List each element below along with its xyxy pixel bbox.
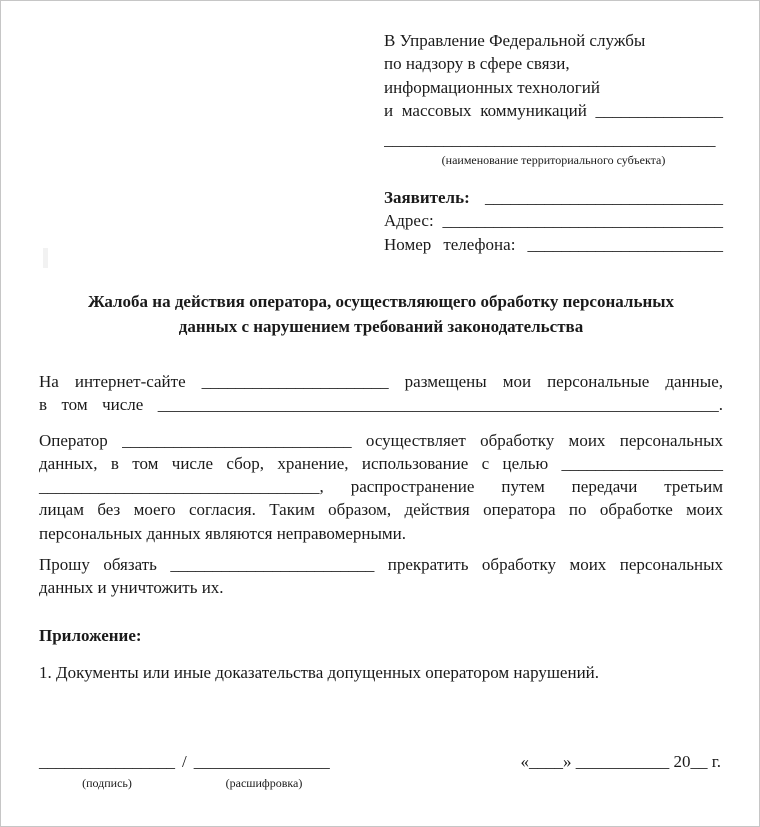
- attachment-heading: Приложение:: [39, 626, 142, 645]
- recipient-line-with-blank: и массовых коммуникаций _______________: [384, 100, 723, 120]
- applicant-phone-blank: _______________________: [515, 234, 723, 254]
- recipient-line: информационных технологий: [384, 77, 600, 97]
- scan-artifact: [43, 248, 48, 268]
- signature-caption: (подпись): [82, 776, 132, 791]
- paragraph-2-line: _________________________________, распространение путем передачи третьим: [39, 477, 723, 497]
- attachment-block: [39, 624, 723, 685]
- signature-block: [39, 750, 334, 791]
- paragraph-2-line: данных, в том числе сбор, хранение, использование с целью ___________________: [39, 453, 723, 473]
- applicant-block: [384, 186, 723, 256]
- signature-line: [39, 750, 334, 773]
- applicant-name-blank: ____________________________: [469, 188, 723, 207]
- applicant-address-blank: _________________________________: [433, 211, 723, 231]
- paragraph-2-line: персональных данных являются неправомерными.: [39, 523, 407, 543]
- paragraph-1-line: На интернет-сайте ______________________ размещены мои персональные данные,: [39, 372, 723, 391]
- name-caption: (расшифровка): [225, 776, 303, 791]
- document-title-line: данных с нарушением требований законодательства: [178, 317, 584, 336]
- paragraph-2-line: Оператор ___________________________ осуществляет обработку моих персональных: [39, 430, 723, 450]
- applicant-address-label: Адрес:: [384, 211, 434, 231]
- body-text: [39, 370, 723, 600]
- applicant-name-line: [384, 186, 723, 209]
- recipient-block: [384, 29, 723, 168]
- document-title-line: Жалоба на действия оператора, осуществляющего обработку персональных: [87, 292, 675, 311]
- paragraph-2-line: лицам без моего согласия. Таким образом, действия оператора по обработке моих: [39, 500, 723, 520]
- territorial-subject-blank: _______________________________________: [384, 130, 716, 150]
- signature-separator: /: [182, 752, 187, 771]
- applicant-address-line: [384, 209, 723, 232]
- paragraph-1-line: в том числе __________________________________________________________________.: [39, 395, 723, 415]
- recipient-line: В Управление Федеральной службы: [384, 31, 646, 50]
- recipient-line: по надзору в сфере связи,: [384, 54, 570, 74]
- document-title: [39, 289, 723, 339]
- date-line: «____» ___________ 20__ г.: [520, 752, 721, 771]
- territorial-subject-caption: (наименование территориального субъекта): [441, 153, 666, 168]
- signature-captions: [39, 776, 334, 791]
- signature-blank: ________________: [39, 752, 175, 771]
- signature-name-blank: ________________: [193, 752, 330, 771]
- applicant-phone-label: Номер телефона:: [384, 234, 516, 254]
- applicant-name-label: Заявитель:: [384, 188, 470, 207]
- paragraph-3-line: Прошу обязать ________________________ прекратить обработку моих персональных: [39, 555, 723, 575]
- applicant-phone-line: [384, 233, 723, 256]
- attachment-item: 1. Документы или иные доказательства допущенных оператором нарушений.: [39, 663, 600, 683]
- paragraph-3-line: данных и уничтожить их.: [39, 578, 224, 598]
